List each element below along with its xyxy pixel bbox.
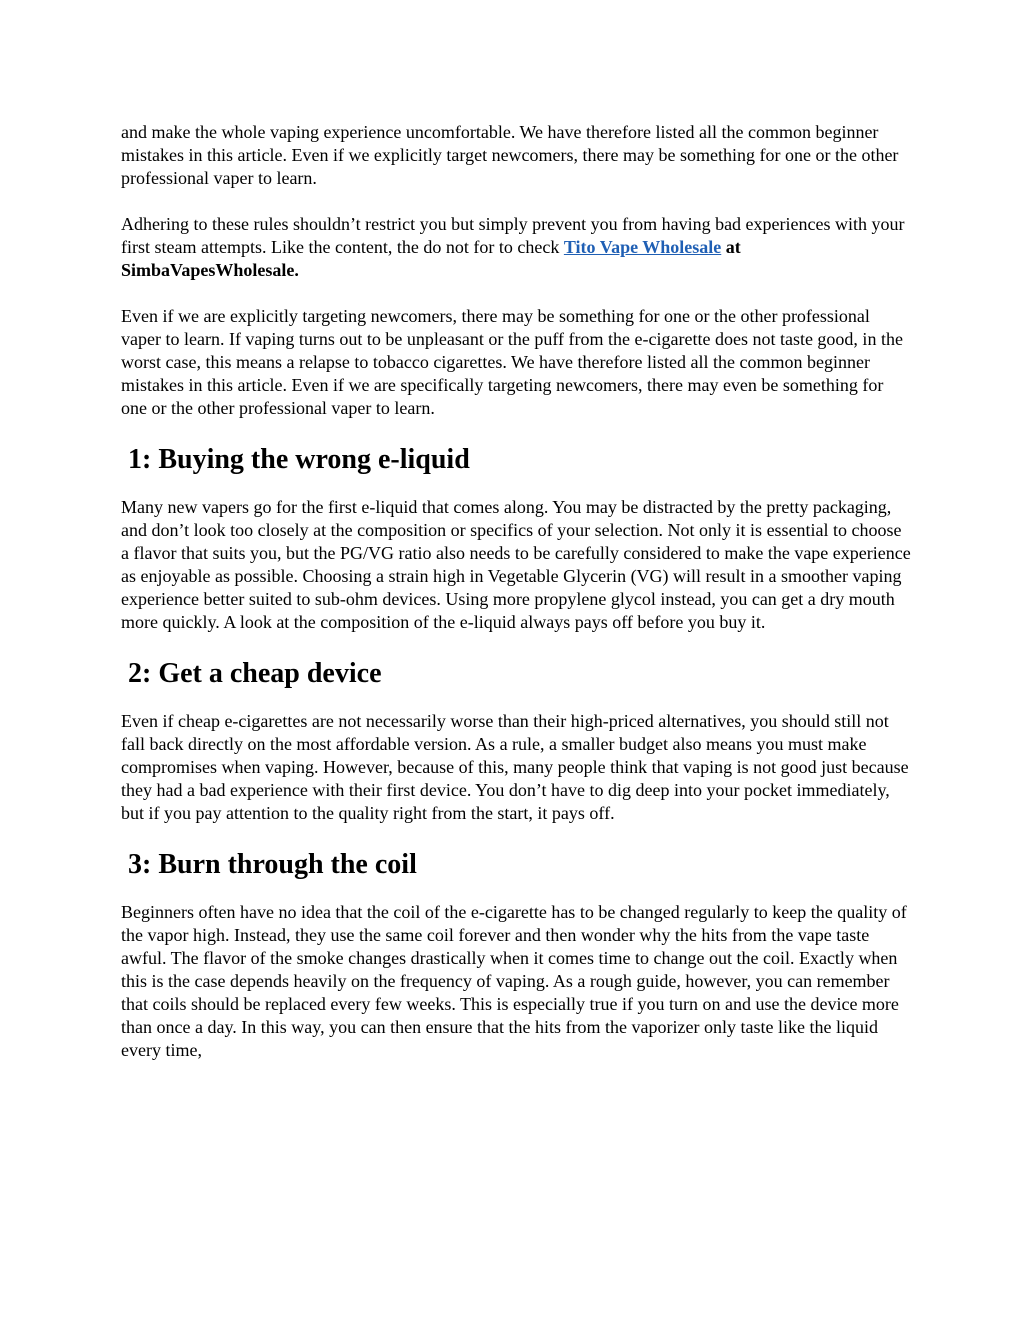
section-heading-1: 1: Buying the wrong e-liquid — [128, 444, 470, 475]
intro-paragraph: and make the whole vaping experience uncomfortable. We have therefore listed all the common beginner mistakes in this article. Even if we explicitly target newcomers, there may be something for one or the other professional vaper to learn. — [121, 122, 899, 188]
section-body-1: Many new vapers go for the first e-liquid that comes along. You may be distracted by the pretty packaging, and don’t look too closely at the composition or specifics of your selection. Not only it is essential to choose a flavor that suits you, but the PG/VG ratio also needs to be carefully considered to make the vape experience as enjoyable as possible. Choosing a strain high in Vegetable Glycerin (VG) will result in a smoother vaping experience better suited to sub-ohm devices. Using more propylene glycol instead, you can get a dry mouth more quickly. A look at the composition of the e-liquid always pays off before you buy it. — [121, 497, 911, 632]
tito-vape-wholesale-link[interactable]: Tito Vape Wholesale — [563, 237, 722, 257]
rules-paragraph-text: Adhering to these rules shouldn’t restrict you but simply prevent you from having bad experiences with your first steam attempts. Like the content, the do not for to check — [121, 214, 905, 257]
section-body-2: Even if cheap e-cigarettes are not necessarily worse than their high-priced alternatives, you should still not fall back directly on the most affordable version. As a rule, a smaller budget also means you must make compromises when vaping. However, because of this, many people think that vaping is not good just because they had a bad experience with their first device. You don’t have to dig deep into your pocket immediately, but if you pay attention to the quality right from the start, it pays off. — [121, 711, 909, 823]
store-name: at SimbaVapesWholesale. — [121, 237, 741, 280]
document-page — [121, 121, 911, 1085]
section-heading-2: 2: Get a cheap device — [128, 658, 382, 689]
section-heading-3: 3: Burn through the coil — [128, 849, 417, 880]
section-body-3: Beginners often have no idea that the coil of the e-cigarette has to be changed regularly to keep the quality of the vapor high. Instead, they use the same coil forever and then wonder why the hits from the vape taste awful. The flavor of the smoke changes drastically when it comes time to change out the coil. Exactly when this is the case depends heavily on the frequency of vaping. As a rough guide, however, you can remember that coils should be replaced every few weeks. This is especially true if you turn on and use the device more than once a day. In this way, you can then ensure that the hits from the vaporizer only taste like the liquid every time, — [121, 902, 907, 1060]
newcomers-paragraph: Even if we are explicitly targeting newcomers, there may be something for one or the other professional vaper to learn. If vaping turns out to be unpleasant or the puff from the e-cigarette does not taste good, in the worst case, this means a relapse to tobacco cigarettes. We have therefore listed all the common beginner mistakes in this article. Even if we are specifically targeting newcomers, there may even be something for one or the other professional vaper to learn. — [121, 306, 903, 418]
rules-paragraph — [121, 213, 911, 282]
